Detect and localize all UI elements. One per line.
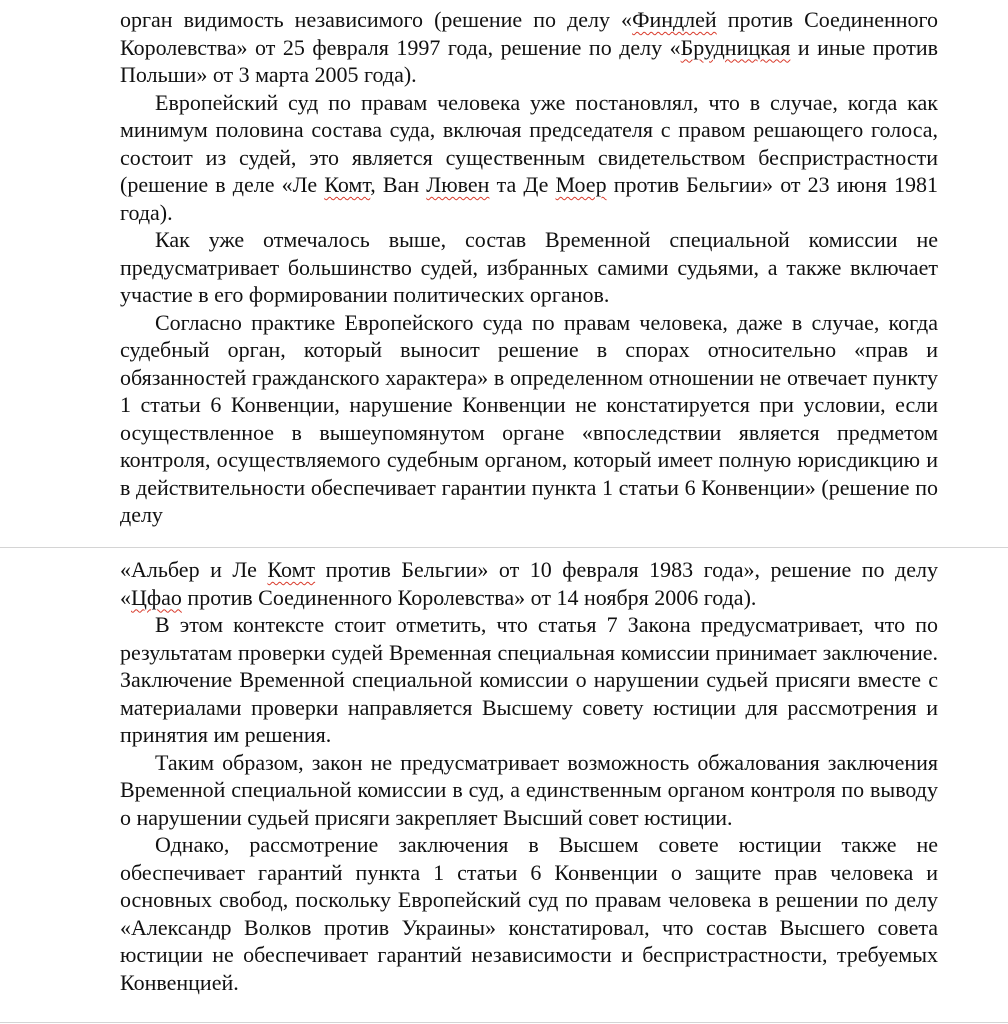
spellcheck-word: Брудницкая xyxy=(680,34,791,60)
spellcheck-word: Комт xyxy=(267,557,316,582)
paragraph-court-practice: Европейский суд по правам человека уже постановлял, что в случае, когда как минимум половина состава суда, включая председателя с правом решающего голоса, состоит из судей, это является существенным свидетельством беспристрастности (решение в деле «Ле Комт, Ван Лювен та Де Моер против Бельгии» от 23 июня 1981 года). xyxy=(120,89,939,225)
document-page-top xyxy=(120,6,938,529)
spellcheck-word: Комт xyxy=(324,172,371,197)
paragraph-commission-composition: Как уже отмечалось выше, состав Временной специальной комиссии не предусматривает большинство судей, избранных самими судьями, а также включает участие в его формировании политических органов. xyxy=(120,227,938,307)
document-page-bottom xyxy=(120,556,938,996)
paragraph-continuation: орган видимость независимого (решение по делу «Финдлей против Соединенного Королевства» от 25 февраля 1997 года, решение по делу «Брудницкая и иные против Польши» от 3 марта 2005 года). xyxy=(120,7,939,87)
paragraph-hcj-guarantees: Однако, рассмотрение заключения в Высшем совете юстиции также не обеспечивает гарантий пункта 1 статьи 6 Конвенции о защите прав человека и основных свобод, поскольку Европейский суд по правам человека в решении по делу «Александр Волков против Украины» констатировал, что состав Высшего совета юстиции не обеспечивает гарантий независимости и беспристрастности, требуемых Конвенцией. xyxy=(120,832,938,995)
spellcheck-word: Финдлей xyxy=(632,7,717,32)
spellcheck-word: Цфао xyxy=(131,584,182,610)
paragraph-no-appeal: Таким образом, закон не предусматривает возможность обжалования заключения Временной специальной комиссии в суд, а единственным органом контроля по выводу о нарушении судьей присяги закрепляет Высший совет юстиции. xyxy=(120,749,938,830)
page-break-line xyxy=(0,1022,1008,1023)
page-break-line xyxy=(0,547,1008,548)
spellcheck-word: Лювен xyxy=(426,172,490,197)
paragraph-article-7: В этом контексте стоит отметить, что статья 7 Закона предусматривает, что по результатам проверки судей Временная специальная комиссии принимает заключение. Заключение Временной специальной комиссии о нарушении судьей присяги вместе с материалами проверки направляется Высшему совету юстиции для рассмотрения и принятия им решения. xyxy=(120,612,938,747)
paragraph-continuation: «Альбер и Ле Комт против Бельгии» от 10 февраля 1983 года», решение по делу «Цфао против Соединенного Королевства» от 14 ноября 2006 года). xyxy=(120,557,938,610)
paragraph-echr-practice: Согласно практике Европейского суда по правам человека, даже в случае, когда судебный орган, который выносит решение в спорах относительно «прав и обязанностей гражданского характера» в определенном отношении не отвечает пункту 1 статьи 6 Конвенции, нарушение Конвенции не констатируется при условии, если осуществленное в вышеупомянутом органе «впоследствии является предметом контроля, осуществляемого судебным органом, который имеет полную юрисдикцию и в действительности обеспечивает гарантии пункта 1 статьи 6 Конвенции» (решение по делу xyxy=(120,309,938,527)
spellcheck-word: Моер xyxy=(555,172,607,197)
